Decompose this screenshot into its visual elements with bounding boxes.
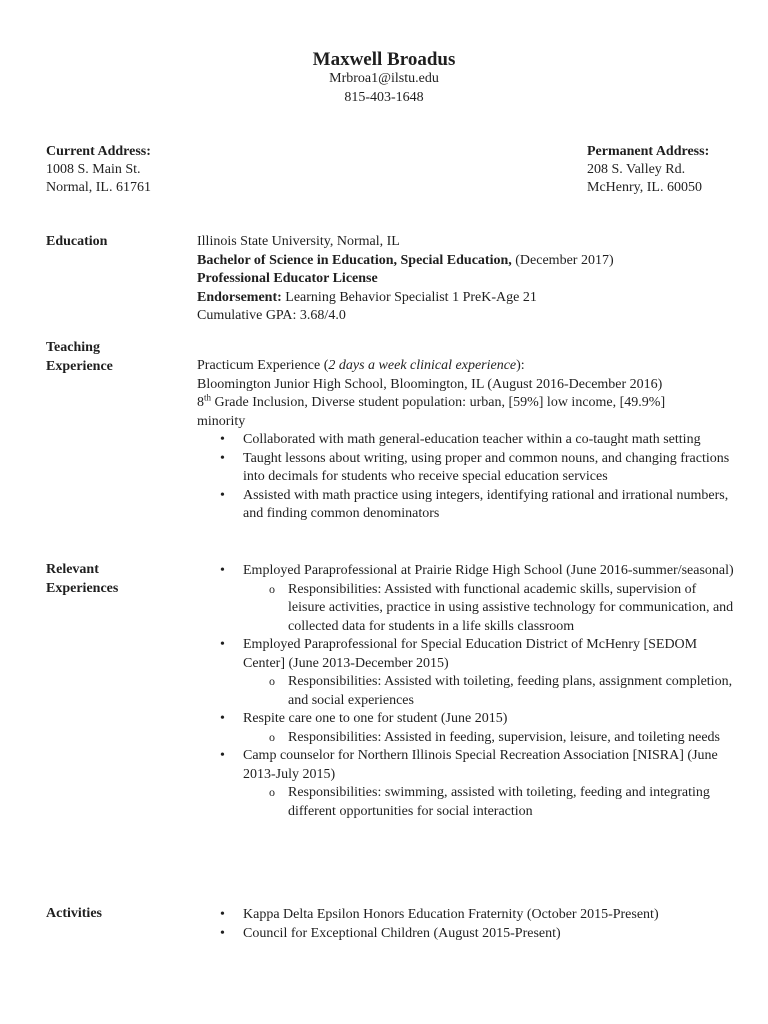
experience-title: • Camp counselor for Northern Illinois Special Recreation Association [NISRA] (June 2013-July 2015) bbox=[243, 748, 718, 782]
email-address: Mrbroa1@ilstu.edu bbox=[329, 71, 439, 86]
list-item bbox=[197, 747, 737, 821]
teaching-section-label bbox=[46, 339, 113, 376]
sub-list bbox=[243, 784, 737, 821]
grade-line bbox=[197, 394, 737, 413]
grade-description: Grade Inclusion, Diverse student population: urban, [59%] low income, [49.9%] bbox=[211, 395, 666, 410]
endorsement-value: Learning Behavior Specialist 1 PreK-Age 21 bbox=[281, 289, 537, 305]
relevant-label-line1: Relevant bbox=[46, 562, 99, 577]
sub-list bbox=[243, 581, 737, 637]
education-degree: Bachelor of Science in Education, Special Education, bbox=[197, 252, 512, 268]
sub-list bbox=[243, 673, 737, 710]
practicum-line bbox=[197, 357, 737, 376]
grade-number: 8 bbox=[197, 395, 204, 410]
list-item: • Assisted with math practice using integers, identifying rational and irrational numbers, and finding common denominators bbox=[197, 487, 737, 524]
current-address-street: 1008 S. Main St. bbox=[46, 162, 141, 177]
teaching-label-line2: Experience bbox=[46, 358, 113, 374]
permanent-address-city: McHenry, IL. 60050 bbox=[587, 180, 702, 195]
education-degree-line bbox=[197, 252, 737, 271]
list-item: • Council for Exceptional Children (August 2015-Present) bbox=[197, 925, 737, 944]
education-gpa: Cumulative GPA: 3.68/4.0 bbox=[197, 308, 346, 323]
candidate-name: Maxwell Broadus bbox=[312, 49, 456, 70]
relevant-section-label bbox=[46, 561, 118, 598]
education-school: Illinois State University, Normal, IL bbox=[197, 234, 400, 249]
sub-list bbox=[243, 729, 737, 748]
relevant-list bbox=[197, 562, 737, 821]
permanent-address-label: Permanent Address: bbox=[587, 144, 710, 159]
sub-list-item: o Responsibilities: Assisted with toileting, feeding plans, assignment completion, and social experiences bbox=[243, 673, 737, 710]
list-item: • Taught lessons about writing, using proper and common nouns, and changing fractions into decimals for students who receive special education services bbox=[197, 450, 737, 487]
practicum-italic: 2 days a week clinical experience bbox=[328, 358, 517, 373]
phone-number: 815-403-1648 bbox=[344, 90, 424, 105]
experience-title: • Respite care one to one for student (June 2015) bbox=[243, 711, 508, 726]
list-item bbox=[197, 636, 737, 710]
relevant-section bbox=[197, 562, 737, 821]
endorsement-label: Endorsement: bbox=[197, 289, 282, 305]
permanent-address-street: 208 S. Valley Rd. bbox=[587, 162, 686, 177]
current-address-label: Current Address: bbox=[46, 144, 151, 159]
teaching-label-line1: Teaching bbox=[46, 340, 100, 355]
education-section-label: Education bbox=[46, 234, 108, 249]
grade-description-cont: minority bbox=[197, 413, 246, 429]
teaching-bullets bbox=[197, 431, 737, 524]
activities-list bbox=[197, 906, 737, 943]
sub-list-item: o Responsibilities: Assisted with functional academic skills, supervision of leisure activities, practice in using assistive technology for communication, and collected data for students in a life skills classroom bbox=[243, 581, 737, 637]
sub-list-item: o Responsibilities: swimming, assisted with toileting, feeding and integrating different opportunities for social interaction bbox=[243, 784, 737, 821]
grade-superscript: th bbox=[204, 392, 212, 403]
education-section bbox=[197, 233, 737, 326]
list-item: • Kappa Delta Epsilon Honors Education Fraternity (October 2015-Present) bbox=[197, 906, 737, 925]
activities-section-label: Activities bbox=[46, 906, 102, 921]
experience-title: • Employed Paraprofessional at Prairie Ridge High School (June 2016-summer/seasonal) bbox=[243, 563, 734, 578]
list-item bbox=[197, 710, 737, 747]
education-endorsement-line bbox=[197, 289, 737, 308]
relevant-label-line2: Experiences bbox=[46, 580, 119, 596]
practicum-prefix: Practicum Experience ( bbox=[197, 358, 329, 373]
teaching-section bbox=[197, 357, 737, 524]
sub-list-item: o Responsibilities: Assisted in feeding, supervision, leisure, and toileting needs bbox=[243, 729, 737, 748]
current-address-city: Normal, IL. 61761 bbox=[46, 180, 151, 195]
activities-section bbox=[197, 906, 737, 943]
list-item bbox=[197, 562, 737, 636]
list-item: • Collaborated with math general-education teacher within a co-taught math setting bbox=[197, 431, 737, 450]
education-degree-date: (December 2017) bbox=[511, 252, 614, 268]
education-license: Professional Educator License bbox=[197, 271, 378, 286]
experience-title: • Employed Paraprofessional for Special Education District of McHenry [SEDOM Center] (June 2013-December 2015) bbox=[243, 637, 698, 671]
practicum-suffix: ): bbox=[516, 358, 525, 373]
practicum-school: Bloomington Junior High School, Bloomington, IL (August 2016-December 2016) bbox=[197, 376, 663, 392]
